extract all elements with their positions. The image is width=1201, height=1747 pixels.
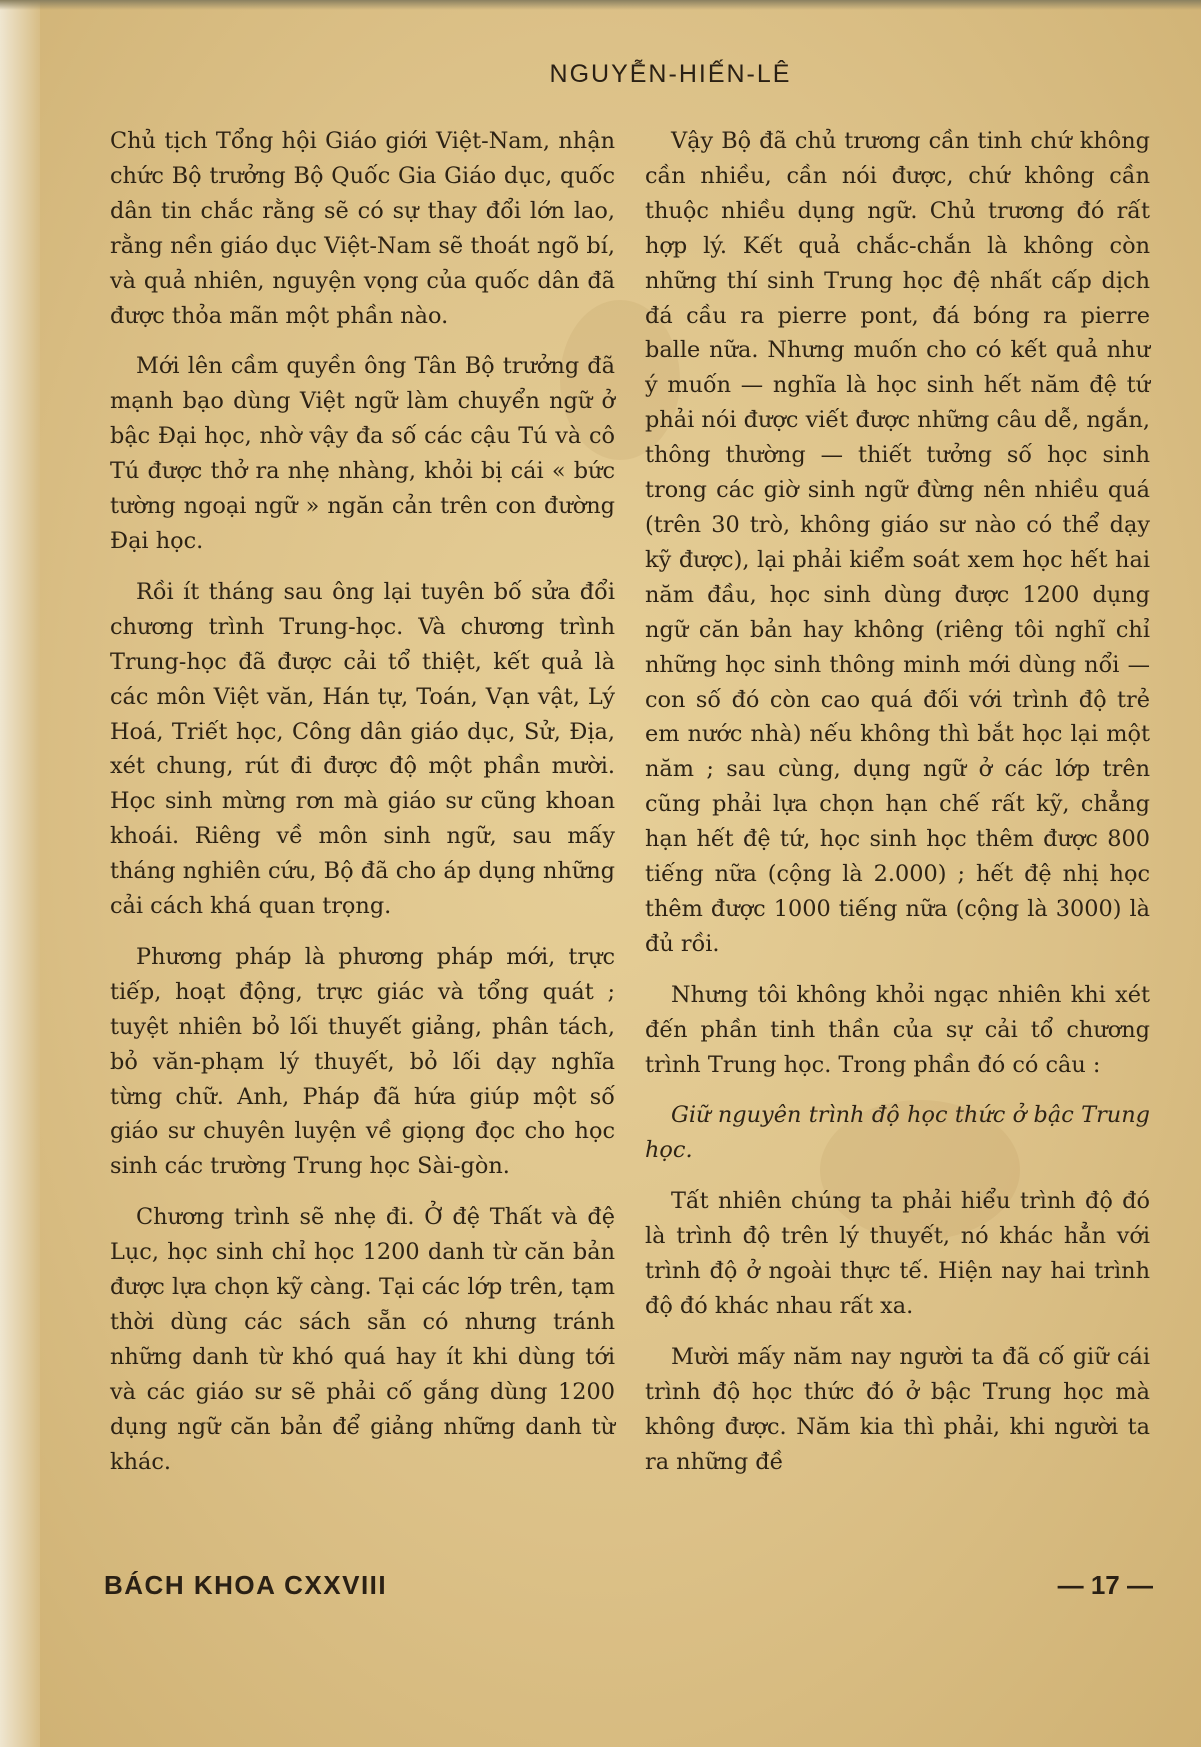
paragraph: Phương pháp là phương pháp mới, trực tiếp, hoạt động, trực giác và tổng quát ; tuyệt nhiên bỏ lối thuyết giảng, phân tách, bỏ văn-phạm lý thuyết, bỏ lối dạy nghĩa từng chữ. Anh, Pháp đã hứa giúp một số giáo sư chuyên luyện về giọng đọc cho học sinh các trường Trung học Sài-gòn. (110, 943, 615, 1180)
magazine-footer: BÁCH KHOA CXXVIII (104, 1570, 388, 1600)
paragraph: Vậy Bộ đã chủ trương cần tinh chứ không cần nhiều, cần nói được, chứ không cần thuộc nhiều dụng ngữ. Chủ trương đó rất hợp lý. Kết quả chắc-chắn là không còn những thí sinh Trung học đệ nhất cấp dịch đá cầu ra pierre pont, đá bóng ra pierre balle nữa. Nhưng muốn cho có kết quả như ý muốn — nghĩa là học sinh hết năm đệ tứ phải nói được viết được những câu dễ, ngắn, thông thường — thiết tưởng số học sinh trong các giờ sinh ngữ đừng nên nhiều quá (trên 30 trò, không giáo sư nào có thể dạy kỹ được), lại phải kiểm soát xem học hết hai năm đầu, học sinh dùng được 1200 dụng ngữ căn bản hay không (riêng tôi nghĩ chỉ những học sinh thông minh mới dùng nổi — con số đó còn cao quá đối với trình độ trẻ em nước nhà) nếu không thì bắt học lại một năm ; sau cùng, dụng ngữ ở các lớp trên cũng phải lựa chọn hạn chế rất kỹ, chẳng hạn hết đệ tứ, học sinh học thêm được 800 tiếng nữa (cộng là 2.000) ; hết đệ nhị học thêm được 1000 tiếng nữa (cộng là 3000) là đủ rồi. (645, 128, 1150, 957)
page-top-shadow (0, 0, 1201, 10)
page-number: — 17 — (1057, 1570, 1153, 1600)
paragraph: Chương trình sẽ nhẹ đi. Ở đệ Thất và đệ Lục, học sinh chỉ học 1200 danh từ căn bản được lựa chọn kỹ càng. Tại các lớp trên, tạm thời dùng các sách sẵn có nhưng tránh những danh từ khó quá hay ít khi dùng tới và các giáo sư sẽ phải cố gắng dùng 1200 dụng ngữ căn bản để giảng những danh từ khác. (110, 1204, 615, 1475)
paragraph: Rồi ít tháng sau ông lại tuyên bố sửa đổi chương trình Trung-học. Và chương trình Trung-học đã được cải tổ thiệt, kết quả là các môn Việt văn, Hán tự, Toán, Vạn vật, Lý Hoá, Triết học, Công dân giáo dục, Sử, Địa, xét chung, rút đi được độ một phần mười. Học sinh mừng rơn mà giáo sư cũng khoan khoái. Riêng về môn sinh ngữ, sau mấy tháng nghiên cứu, Bộ đã cho áp dụng những cải cách khá quan trọng. (110, 578, 615, 920)
right-column (645, 124, 1150, 1480)
page-edge-shadow (0, 0, 40, 1747)
paragraph: Chủ tịch Tổng hội Giáo giới Việt-Nam, nhận chức Bộ trưởng Bộ Quốc Gia Giáo dục, quốc dân tin chắc rằng sẽ có sự thay đổi lớn lao, rằng nền giáo dục Việt-Nam sẽ thoát ngõ bí, và quả nhiên, nguyện vọng của quốc dân đã được thỏa mãn một phần nào. (110, 128, 615, 329)
paragraph: Mười mấy năm nay người ta đã cố giữ cái trình độ học thức đó ở bậc Trung học mà không được. Năm kia thì phải, khi người ta ra những đề (645, 1343, 1150, 1475)
paragraph: Tất nhiên chúng ta phải hiểu trình độ đó là trình độ trên lý thuyết, nó khác hẳn với trình độ ở ngoài thực tế. Hiện nay hai trình độ đó khác nhau rất xa. (645, 1188, 1150, 1319)
quoted-sentence: Giữ nguyên trình độ học thức ở bậc Trung học. (645, 1102, 1150, 1164)
paragraph: Mới lên cầm quyền ông Tân Bộ trưởng đã mạnh bạo dùng Việt ngữ làm chuyển ngữ ở bậc Đại học, nhờ vậy đa số các cậu Tú và cô Tú được thở ra nhẹ nhàng, khỏi bị cái « bức tường ngoại ngữ » ngăn cản trên con đường Đại học. (110, 353, 615, 554)
running-header: NGUYỄN-HIẾN-LÊ (549, 60, 792, 88)
left-column (110, 124, 615, 1480)
paragraph: Nhưng tôi không khỏi ngạc nhiên khi xét đến phần tinh thần của sự cải tổ chương trình Trung học. Trong phần đó có câu : (645, 981, 1150, 1078)
